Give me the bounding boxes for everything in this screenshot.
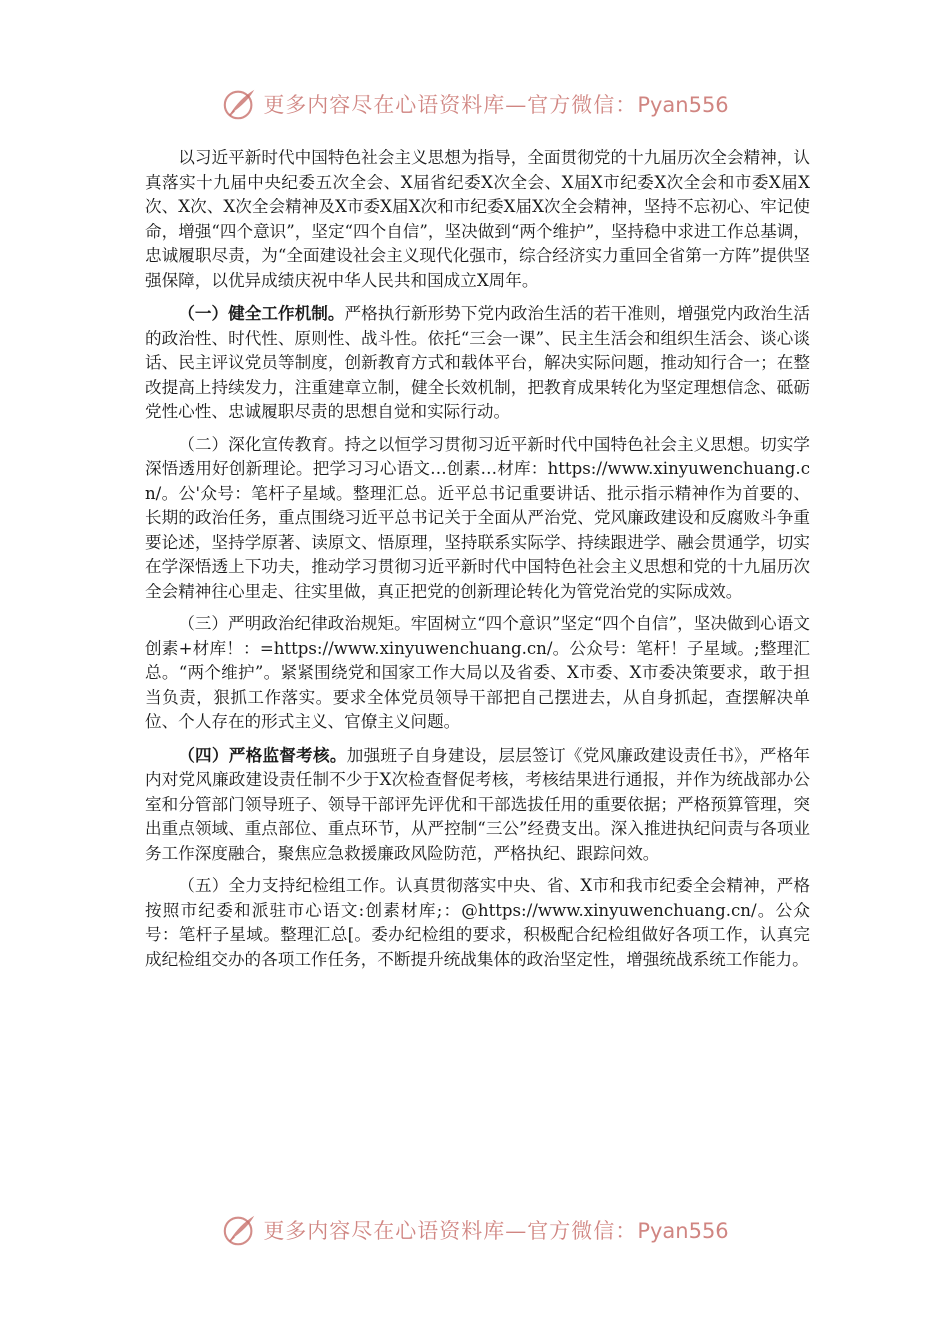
section-heading: （一）健全工作机制。: [178, 303, 345, 323]
document-body: [145, 146, 810, 980]
paragraph-section-3: （三）严明政治纪律政治规矩。牢固树立“四个意识”坚定“四个自信”，坚决做到心语文创素+材库！：=https://www.xinyuwenchuang.cn/。公众号：笔杆！子星域。;整理汇总。“两个维护”。紧紧围绕党和国家工作大局以及省委、X市委、X市委决策要求，敢于担当负责，狠抓工作落实。要求全体党员领导干部把自己摆进去，从自身抓起，查摆解决单位、个人存在的形式主义、官僚主义问题。: [145, 614, 810, 731]
paragraph-section-2: （二）深化宣传教育。持之以恒学习贯彻习近平新时代中国特色社会主义思想。切实学深悟透用好创新理论。把学习习心语文…创素…材库：https://www.xinyuwenchuang.cn/。公'众号：笔杆子星域。整理汇总。近平总书记重要讲话、批示指示精神作为首要的、长期的政治任务，重点围绕习近平总书记关于全面从严治党、党风廉政建设和反腐败斗争重要论述，坚持学原著、读原文、悟原理，坚持联系实际学、持续跟进学、融会贯通学，切实在学深悟透上下功夫，推动学习贯彻习近平新时代中国特色社会主义思想和党的十九届历次全会精神往心里走、往实里做，真正把党的创新理论转化为管党治党的实际成效。: [145, 434, 810, 601]
paragraph-intro: 以习近平新时代中国特色社会主义思想为指导，全面贯彻党的十九届历次全会精神，认真落实十九届中央纪委五次全会、X届省纪委X次全会、X届X市纪委X次全会和市委X届X次、X次、X次全会精神及X市委X届X次和市纪委X届X次全会精神，坚持不忘初心、牢记使命，增强“四个意识”，坚定“四个自信”，坚决做到“两个维护”，坚持稳中求进工作总基调，忠诚履职尽责，为“全面建设社会主义现代化强市，综合经济实力重回全省第一方阵”提供坚强保障，以优异成绩庆祝中华人民共和国成立X周年。: [145, 148, 810, 290]
section-heading: （四）严格监督考核。: [178, 744, 347, 765]
watermark-header: [0, 82, 950, 126]
watermark-text: 更多内容尽在心语资料库—官方微信：Pyan556: [263, 1219, 729, 1243]
quill-logo-icon: [221, 85, 259, 123]
watermark-footer: [0, 1208, 950, 1252]
watermark-text: 更多内容尽在心语资料库—官方微信：Pyan556: [263, 93, 729, 117]
paragraph-section-5: （五）全力支持纪检组工作。认真贯彻落实中央、省、X市和我市纪委全会精神，严格按照市纪委和派驻市心语文:创素材库;：@https://www.xinyuwenchuang.cn/。公众号：笔杆子星域。整理汇总[。委办纪检组的要求，积极配合纪检组做好各项工作，认真完成纪检组交办的各项工作任务，不断提升统战集体的政治坚定性，增强统战系统工作能力。: [145, 876, 810, 969]
paragraph-section-4: （四）严格监督考核。加强班子自身建设，层层签订《党风廉政建设责任书》，严格年内对党风廉政建设责任制不少于X次检查督促考核，考核结果进行通报，并作为统战部办公室和分管部门领导班子、领导干部评先评优和干部选拔任用的重要依据；严格预算管理，突出重点领域、重点部位、重点环节，从严控制“三公”经费支出。深入推进执纪问责与各项业务工作深度融合，聚焦应急救援廉政风险防范，严格执纪、跟踪问效。: [145, 744, 811, 863]
quill-logo-icon: [221, 1211, 259, 1249]
paragraph-section-1: （一）健全工作机制。严格执行新形势下党内政治生活的若干准则，增强党内政治生活的政治性、时代性、原则性、战斗性。依托“三会一课”、民主生活会和组织生活会、谈心谈话、民主评议党员等制度，创新教育方式和载体平台，解决实际问题，推动知行合一；在整改提高上持续发力，注重建章立制，健全长效机制，把教育成果转化为坚定理想信念、砥砺党性心性、忠诚履职尽责的思想自觉和实际行动。: [145, 303, 811, 421]
